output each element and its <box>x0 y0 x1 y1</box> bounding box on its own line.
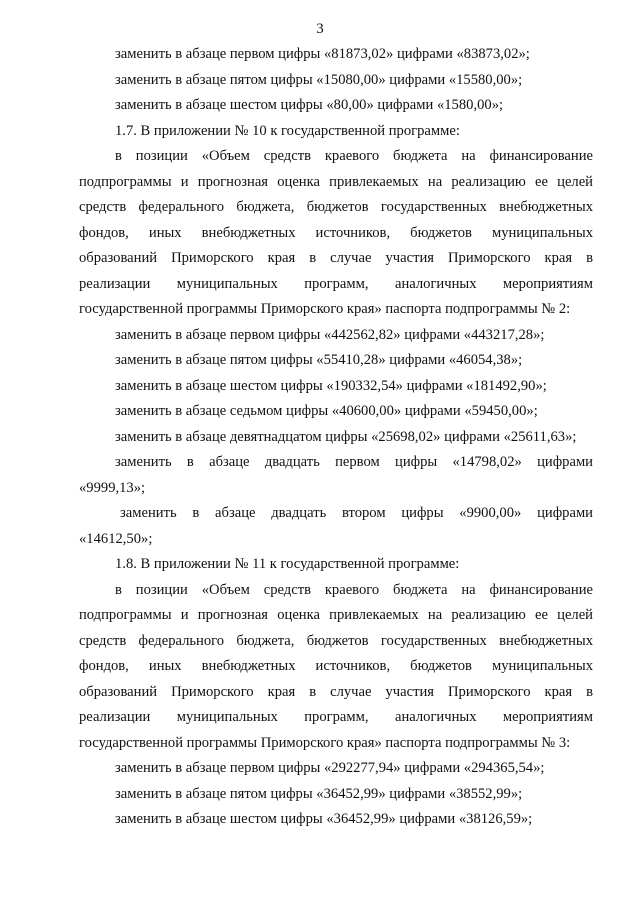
text-line: 1.8. В приложении № 11 к государственной программе: <box>115 556 460 572</box>
text-line: заменить в абзаце двадцать первом цифры «14798,02» цифрами <box>115 454 593 470</box>
text-line: заменить в абзаце девятнадцатом цифры «25698,02» цифрами «25611,63»; <box>115 428 577 445</box>
text-line: заменить в абзаце первом цифры «81873,02» цифрами «83873,02»; <box>115 46 530 62</box>
text-line: заменить в абзаце шестом цифры «80,00» цифрами «1580,00»; <box>115 97 504 113</box>
text-line: реализации муниципальных программ, аналогичных мероприятиям <box>79 275 593 292</box>
text-line: заменить в абзаце шестом цифры «190332,54» цифрами «181492,90»; <box>115 377 547 394</box>
text-line: заменить в абзаце пятом цифры «15080,00» цифрами «15580,00»; <box>115 71 523 88</box>
text-line: образований Приморского края в случае участия Приморского края в <box>79 683 593 700</box>
text-line: средств федерального бюджета, бюджетов государственных внебюджетных <box>79 199 593 215</box>
text-line: «9999,13»; <box>79 479 146 496</box>
text-line: образований Приморского края в случае участия Приморского края в <box>79 250 593 266</box>
text-line: фондов, иных внебюджетных источников, бюджетов муниципальных <box>79 658 593 674</box>
text-line: заменить в абзаце шестом цифры «36452,99» цифрами «38126,59»; <box>115 811 533 827</box>
text-line: «14612,50»; <box>79 530 153 547</box>
text-line: государственной программы Приморского края» паспорта подпрограммы № 3: <box>79 734 571 751</box>
text-line: средств федерального бюджета, бюджетов государственных внебюджетных <box>79 632 593 649</box>
text-line: заменить в абзаце первом цифры «292277,94» цифрами «294365,54»; <box>115 760 545 776</box>
text-line: государственной программы Приморского края» паспорта подпрограммы № 2: <box>79 301 571 317</box>
text-line: заменить в абзаце двадцать втором цифры «9900,00» цифрами <box>120 505 593 521</box>
text-line: реализации муниципальных программ, аналогичных мероприятиям <box>79 709 593 725</box>
text-line: в позиции «Объем средств краевого бюджета на финансирование <box>115 581 593 598</box>
text-line: 1.7. В приложении № 10 к государственной программе: <box>115 122 460 139</box>
text-line: заменить в абзаце первом цифры «442562,82» цифрами «443217,28»; <box>115 326 545 343</box>
text-line: подпрограммы и прогнозная оценка привлекаемых на реализацию ее целей <box>79 173 593 190</box>
text-line: заменить в абзаце седьмом цифры «40600,00» цифрами «59450,00»; <box>115 403 538 419</box>
document-body <box>79 42 593 833</box>
text-line: фондов, иных внебюджетных источников, бюджетов муниципальных <box>79 224 593 241</box>
text-line: заменить в абзаце пятом цифры «55410,28» цифрами «46054,38»; <box>115 352 523 368</box>
page-number: 3 <box>316 21 324 37</box>
text-line: в позиции «Объем средств краевого бюджета на финансирование <box>115 148 593 164</box>
text-line: подпрограммы и прогнозная оценка привлекаемых на реализацию ее целей <box>79 607 593 623</box>
text-line: заменить в абзаце пятом цифры «36452,99» цифрами «38552,99»; <box>115 785 523 802</box>
